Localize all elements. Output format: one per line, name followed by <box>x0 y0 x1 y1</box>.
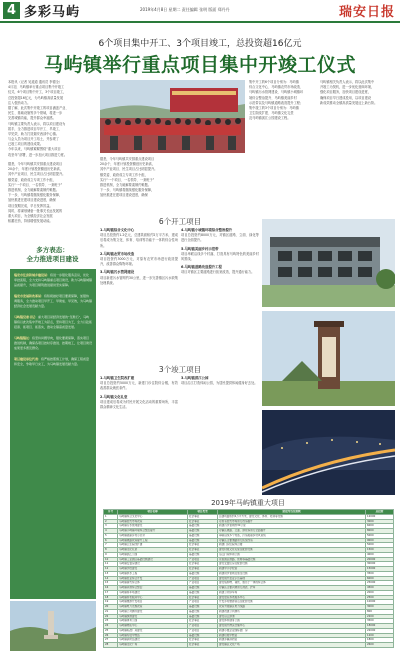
table-cell: 10 <box>104 557 118 562</box>
article-line: 推进机制，全力破解要素制约难题。 <box>100 182 151 187</box>
table-cell: 对原有农贸市场进行改造提升 <box>218 519 366 524</box>
table-cell: 30000 <box>366 562 394 567</box>
header-divider <box>0 21 400 23</box>
table-cell: 马屿镇学校建设 <box>118 567 188 572</box>
article-line: 马屿镇主要负责人表示，将以项目建设为 <box>8 121 66 126</box>
table-cell: 社会事业 <box>188 548 218 553</box>
sidebar-statement-text: 将严格按照施工计划，确保工程质量和安全，争取早日完工，为马屿镇发展贡献力量。 <box>14 357 90 366</box>
project-item-title: 5.马屿镇美丽乡村示范带 <box>181 246 219 251</box>
table-cell: 9 <box>104 552 118 557</box>
table-cell: 产业项目 <box>188 557 218 562</box>
table-cell: 19 <box>104 600 118 605</box>
article-line: 及马屿镇滨江公园建设工程。 <box>249 116 291 121</box>
article-line: 仪式，6个项目集中开工，3个项目竣工， <box>8 90 67 95</box>
sidebar-statements <box>10 269 96 599</box>
table-cell: 马屿镇标准厂房建设 <box>118 628 188 633</box>
table-cell: 社会事业 <box>188 519 218 524</box>
table-cell: 马屿镇体育公园 <box>118 619 188 624</box>
article-line: 实行“一个项目、一名领导、一套班子” <box>8 182 63 187</box>
table-cell: 新建小微企业园标准厂房 <box>218 628 366 633</box>
article-column-4 <box>320 80 392 160</box>
table-cell: 马屿镇卫生院改扩建 <box>118 543 188 548</box>
article-line: 加快推进在建项目建设进度，确保 <box>8 198 56 203</box>
article-subheadline: 6个项目集中开工、3个项目竣工，总投资超16亿元 <box>98 39 302 49</box>
table-cell: 1200 <box>366 633 394 638</box>
jungong-list-right <box>181 376 259 491</box>
table-cell: 新建垃圾中转站 <box>218 633 366 638</box>
project-item-title: 1.马屿镇卫生院改扩建 <box>100 376 135 380</box>
table-cell: 马屿镇公共厕所建设 <box>118 609 188 614</box>
article-line: 集中开工的6个项目分别为：马屿镇 <box>249 80 299 84</box>
sidebar-statement-lead: 瑞安市发展和改革局： <box>14 294 45 298</box>
table-cell: 25 <box>104 628 118 633</box>
table-cell: 社会事业 <box>188 562 218 567</box>
article-line: 下一步，马屿镇将继续强化服务保障， <box>8 193 63 198</box>
article-line: 与会人员为项目开工培土，并参观了 <box>8 137 59 142</box>
article-line: 开竣工为契机，进一步优化营商环境， <box>320 85 375 90</box>
table-cell: 马屿镇物流中心 <box>118 624 188 629</box>
table-cell: 对镇区主要河道进行清淤、护岸 <box>218 586 366 591</box>
article-line: 镇党委、政府成立专项工作小组， <box>8 177 56 182</box>
table-cell: 总建筑面积约2万平方米，建设文化、体育、培训等设施 <box>218 514 366 519</box>
table-cell: 新建改建公共厕所 <box>218 609 366 614</box>
table-cell: 马屿镇道路改造提升工程 <box>118 538 188 543</box>
table-header-cell: 序号 <box>104 510 118 515</box>
table-cell: 建设沿江绿道 <box>218 614 366 619</box>
table-cell: 11 <box>104 562 118 567</box>
article-line: 示范带以及马屿镇道路改造提升工程； <box>249 100 304 105</box>
article-line: 20余个，年度计划投资额创历史新高， <box>100 162 156 167</box>
table-header-cell: 项目名称 <box>118 510 188 515</box>
table-cell: 18 <box>104 595 118 600</box>
article-column-3 <box>249 80 317 160</box>
article-line: 综合文化中心、马屿镇农贸市场改造、 <box>249 85 304 90</box>
table-cell: 3000 <box>366 519 394 524</box>
table-cell: 马屿镇安置房建设 <box>118 562 188 567</box>
article-line: 积蓄后劲，持续增强发展动能。 <box>8 219 53 224</box>
table-cell: 建设体育健身公园 <box>218 619 366 624</box>
project-item-text: 项目总投资约1.2亿元，总建筑面积约2万平方米，建成后将成为集文化、体育、培训等功能于一体的综合性场所。 <box>100 233 178 248</box>
table-cell: 马屿镇农业综合开发 <box>118 576 188 581</box>
article-line: 推进机制，全力破解要素制约难题。 <box>8 187 59 192</box>
table-cell: 新建公共停车场 <box>218 590 366 595</box>
article-line: 早见效，助力打造瑞安西部中心镇。 <box>8 131 59 136</box>
project-item-title: 3.马屿镇滨江公园 <box>181 376 209 380</box>
kaigong-list-right <box>181 228 259 378</box>
table-cell: 社会事业 <box>188 643 218 648</box>
table-cell: 新建中小学校舍 <box>218 567 366 572</box>
table-cell: 社会事业 <box>188 638 218 643</box>
table-cell: 新建门诊住院综合楼 <box>218 543 366 548</box>
article-line: 抓手，全力推进项目早开工、早竣工、 <box>8 126 63 131</box>
project-item-text: 项目串联沿线多个村落，打造具有马屿特色的美丽乡村风景线。 <box>181 251 259 262</box>
article-line: 民生、基础设施等多个领域，将进一步 <box>8 111 63 116</box>
sidebar-statement-text: 将进一步强化服务意识，优化审批流程，全力支持马屿镇重点项目建设，助力马屿镇城镇品质提升，为项目顺利推进提供坚实保障。 <box>14 273 93 287</box>
table-cell: 5 <box>104 533 118 538</box>
table-cell: 15 <box>104 581 118 586</box>
article-line: 其中产业项目、民生项目占比明显提升。 <box>8 172 66 177</box>
article-line: 攻坚年”部署，进一步加大项目推进力度。 <box>8 152 68 157</box>
section-title: 多彩马屿 <box>24 5 81 20</box>
table-cell: 7 <box>104 543 118 548</box>
page-number: 4 <box>3 2 20 19</box>
table-cell: 8 <box>104 548 118 553</box>
table-cell: 马屿镇消防站建设 <box>118 638 188 643</box>
article-column-1 <box>8 80 96 160</box>
table-cell: 28 <box>104 643 118 648</box>
table-cell: 建设集购物、餐饮、娱乐于一体的综合体 <box>218 581 366 586</box>
table-cell: 马屿镇垃圾中转站 <box>118 633 188 638</box>
table-cell: 马屿镇滨江公园 <box>118 552 188 557</box>
table-cell: 14 <box>104 576 118 581</box>
project-item-title: 2.马屿镇文化礼堂 <box>100 394 128 399</box>
article-line: 其中产业项目、民生项目占比明显提升。 <box>100 167 158 172</box>
sidebar-statement <box>10 336 96 351</box>
table-cell: 沿江打造休闲公园 <box>218 552 366 557</box>
table-cell: 基础设施 <box>188 552 218 557</box>
article-line: 马屿镇相关负责人表示，将以此次集中 <box>320 80 375 84</box>
table-cell: 马屿镇商贸综合体 <box>118 581 188 586</box>
table-cell: 21 <box>104 609 118 614</box>
table-cell: 社会事业 <box>188 543 218 548</box>
sidebar-statement <box>10 315 96 330</box>
table-cell: 6000 <box>366 524 394 529</box>
project-table-title: 2019年马屿镇重大项目 <box>211 499 285 507</box>
table-cell: 基础设施 <box>188 529 218 534</box>
table-cell: 马屿镇美丽乡村示范带 <box>118 533 188 538</box>
ceremony-photo <box>100 80 245 153</box>
table-cell: 2500 <box>366 595 394 600</box>
page-header <box>0 0 400 22</box>
night-road-photo <box>262 410 395 495</box>
sidebar-statement <box>10 294 96 309</box>
article-line: 卫生院改扩建、马屿镇文化礼堂 <box>249 111 294 116</box>
article-line: 据悉，今年马屿镇共安排重点建设项目 <box>8 162 63 166</box>
jungong-section-title: 3个竣工项目 <box>158 365 202 374</box>
table-cell: 22000 <box>366 628 394 633</box>
table-cell: 建设现代农业示范基地 <box>218 576 366 581</box>
table-cell: 马屿镇供水工程 <box>118 571 188 576</box>
article-line: 重大项目，为全镇经济社会发展 <box>8 213 53 218</box>
table-cell: 马屿镇工业园区基础设施建设 <box>118 557 188 562</box>
table-cell: 开发乡村旅游景点及配套设施 <box>218 600 366 605</box>
table-cell: 26 <box>104 633 118 638</box>
table-cell: 2200 <box>366 614 394 619</box>
table-cell: 基础设施 <box>188 571 218 576</box>
table-cell: 基础设施 <box>188 533 218 538</box>
article-line: 完善城镇功能，提升群众幸福感。 <box>8 116 56 121</box>
table-cell: 社会事业 <box>188 619 218 624</box>
table-cell: 9000 <box>366 538 394 543</box>
table-cell: 对镇区道路、立面、绿化等进行全面提升 <box>218 529 366 534</box>
project-item-text: 项目新建污水管网约30公里，进一步完善镇区污水收集处理系统。 <box>100 275 178 285</box>
table-cell: 建设镇区文化广场 <box>218 643 366 648</box>
table-cell: 基础设施 <box>188 586 218 591</box>
table-cell: 马屿镇文化广场 <box>118 643 188 648</box>
table-cell: 马屿镇污水管网建设 <box>118 524 188 529</box>
table-cell: 建设居家养老服务中心 <box>218 595 366 600</box>
table-cell: 12 <box>104 567 118 572</box>
table-cell: 社会事业 <box>188 595 218 600</box>
table-cell: 2000 <box>366 590 394 595</box>
table-cell: 串联沿线多个村落，打造美丽乡村风景线 <box>218 533 366 538</box>
project-item-text: 项目建成后将成为村民开展文化活动的重要场所，丰富群众精神文化生活。 <box>100 399 178 410</box>
table-cell: 1 <box>104 514 118 519</box>
article-line: 确保项目早日建成投用，以项目建设 <box>320 95 371 100</box>
article-line: 同时，将谋划储备一批事关长远发展的 <box>8 208 63 213</box>
article-line: 实行“一个项目、一名领导、一套班子” <box>100 177 155 182</box>
project-item-title: 3.马屿镇污水管网建设 <box>100 270 135 275</box>
project-item-text: 项目总投资约8000万元，对镇区道路、立面、绿化等进行全面提升。 <box>181 233 259 243</box>
table-cell: 马屿镇电力设施改造 <box>118 605 188 610</box>
table-cell: 22 <box>104 614 118 619</box>
sidebar-statement-lead: 马屿镇镇长： <box>14 336 33 340</box>
table-cell: 1500 <box>366 548 394 553</box>
table-cell: 3500 <box>366 619 394 624</box>
table-cell: 马屿镇绿道建设 <box>118 614 188 619</box>
table-header-cell: 项目类型 <box>188 510 218 515</box>
table-cell: 15000 <box>366 567 394 572</box>
table-cell: 马屿镇文化礼堂 <box>118 548 188 553</box>
table-cell: 2 <box>104 519 118 524</box>
kaigong-list-left <box>100 228 178 378</box>
table-cell: 23 <box>104 619 118 624</box>
table-header-cell: 建设内容及规模 <box>218 510 366 515</box>
article-line: 今年以来，马屿镇紧紧围绕“重大项目 <box>8 147 61 152</box>
table-cell: 产业项目 <box>188 581 218 586</box>
kaigong-section-title: 6个开工项目 <box>158 217 202 226</box>
table-cell: 1800 <box>366 638 394 643</box>
newspaper-masthead: 瑞安日报 <box>338 5 395 20</box>
project-table <box>103 509 394 648</box>
building-photo <box>262 219 395 307</box>
article-headline: 马屿镇举行重点项目集中开竣工仪式 <box>43 54 356 76</box>
table-header-cell: 总投资 <box>366 510 394 515</box>
table-cell: 对镇区主要道路进行拓宽改造 <box>218 538 366 543</box>
table-cell: 马屿镇小城镇环境综合整治提升 <box>118 529 188 534</box>
project-item-text: 项目对镇区主要道路进行拓宽改造，提升通行能力。 <box>181 270 255 275</box>
article-column-5 <box>100 157 245 207</box>
project-item-text: 项目沿江打造休闲公园，为居民提供休闲健身好去处。 <box>181 381 258 386</box>
table-cell: 产业项目 <box>188 624 218 629</box>
table-cell: 基础设施 <box>188 633 218 638</box>
table-cell: 基础设施 <box>188 538 218 543</box>
table-cell: 16 <box>104 586 118 591</box>
article-line: 据悉，今年马屿镇共安排重点建设项目 <box>100 157 155 161</box>
sidebar-statement-lead: 瑞安市住房和城乡建设局： <box>14 273 51 277</box>
project-item-text: 项目总投资约5000万元，新建门诊住院综合楼，有效改善群众就医条件。 <box>100 381 178 391</box>
project-item-title: 2.马屿镇农贸市场改造 <box>100 251 135 256</box>
table-cell: 800 <box>366 609 394 614</box>
tower-photo <box>262 311 395 406</box>
project-item-title: 6.马屿镇道路改造提升工程 <box>181 265 222 270</box>
table-cell: 6 <box>104 538 118 543</box>
article-line: 境综合整治提升、马屿镇美丽乡村 <box>249 95 297 100</box>
table-cell: 产业项目 <box>188 576 218 581</box>
table-cell: 27 <box>104 638 118 643</box>
article-line: 强化项目服务，加快项目建设进度， <box>320 90 371 95</box>
table-cell: 基础设施 <box>188 524 218 529</box>
table-cell: 4500 <box>366 586 394 591</box>
sidebar-title: 多方表态： 全力推进项目建设 <box>26 246 79 263</box>
project-item-title: 1.马屿镇综合文化中心 <box>100 228 135 232</box>
article-line: 新成效推动全镇高质量发展迈上新台阶。 <box>320 100 378 105</box>
table-cell: 基础设施 <box>188 614 218 619</box>
dateline: 2019年4月8日 星期二 责任编辑 张明 版面 郑丹丹 <box>140 7 230 12</box>
table-cell: 25000 <box>366 581 394 586</box>
table-cell: 建设安置住房及配套设施 <box>218 562 366 567</box>
table-cell: 8000 <box>366 529 394 534</box>
table-cell: 4000 <box>366 552 394 557</box>
table-cell: 建设现代物流仓储中心 <box>218 624 366 629</box>
table-cell: 4 <box>104 529 118 534</box>
article-line: 已竣工项目的建设成果。 <box>8 142 44 147</box>
table-cell: 10000 <box>366 600 394 605</box>
article-line: 加快推进在建项目建设进度，确保 <box>100 193 148 198</box>
sidebar-statement <box>10 357 96 367</box>
sidebar-statement-text: 将积极做好项目要素保障，加强协调服务，全力推动项目早开工、早建成、早见效，为马屿镇经济社会发展贡献力量。 <box>14 294 93 308</box>
monument-photo <box>10 601 96 651</box>
table-cell: 建设村级文化礼堂及配套设施 <box>218 548 366 553</box>
article-line: 下一步，马屿镇将继续强化服务保障， <box>100 188 155 193</box>
table-cell: 新建污水管网约30公里 <box>218 524 366 529</box>
table-cell: 改造升级镇区电力线路 <box>218 605 366 610</box>
article-line: 据了解，此次集中开竣工的项目涵盖产业、 <box>8 105 69 110</box>
sidebar-statement-lead: 项目建设单位代表： <box>14 357 42 361</box>
article-line: 马屿镇污水管网建设、马屿镇小城镇环 <box>249 90 304 95</box>
sidebar-statement-text: 重大项目是经济发展的“压舱石”，马屿镇将以此次集中开竣工为起点，坚持项目为王，全力以赴抓招商、抓项目、抓落实，推动全镇高质量发展。 <box>14 315 93 329</box>
article-line: 总投资超16亿元，为马屿镇高质量发展 <box>8 95 64 100</box>
table-cell: 24 <box>104 624 118 629</box>
table-cell: 基础设施 <box>188 590 218 595</box>
table-cell: 20000 <box>366 557 394 562</box>
table-cell: 17 <box>104 590 118 595</box>
table-cell: 13 <box>104 571 118 576</box>
article-line: 注入强劲动力。 <box>8 100 31 105</box>
table-cell: 20 <box>104 605 118 610</box>
table-cell: 马屿镇养老服务中心 <box>118 595 188 600</box>
table-cell: 马屿镇旅游开发项目 <box>118 600 188 605</box>
project-item-title: 4.马屿镇小城镇环境综合整治提升 <box>181 228 233 232</box>
table-cell: 产业项目 <box>188 628 218 633</box>
table-cell: 马屿镇停车场建设 <box>118 590 188 595</box>
sidebar-statement <box>10 273 96 288</box>
table-cell: 社会事业 <box>188 514 218 519</box>
article-column-2 <box>8 162 96 227</box>
table-cell: 3 <box>104 524 118 529</box>
project-item-text: 项目投资约3000万元，对原有农贸市场进行改造提升，改善群众购物环境。 <box>100 257 178 267</box>
article-line: 集中竣工的3个项目分别为：马屿镇 <box>249 105 299 110</box>
table-cell: 基础设施 <box>188 609 218 614</box>
table-cell: 5000 <box>366 543 394 548</box>
table-cell: 完善园区道路、管网等基础设施 <box>218 557 366 562</box>
table-cell: 新建供水管网及加压设施 <box>218 571 366 576</box>
table-cell: 5000 <box>366 533 394 538</box>
article-line: 4月初，马屿镇举行重点项目集中开竣工 <box>8 85 65 90</box>
article-line: 镇党委、政府成立专项工作小组， <box>100 172 148 177</box>
article-line: 本报讯（记者 吴道道 通讯员 李德全） <box>8 80 63 84</box>
table-cell: 6000 <box>366 576 394 581</box>
table-cell: 马屿镇河道综合整治 <box>118 586 188 591</box>
table-cell: 2600 <box>366 643 394 648</box>
table-cell: 新建乡镇消防站 <box>218 638 366 643</box>
table-cell: 18000 <box>366 624 394 629</box>
table-cell: 3000 <box>366 605 394 610</box>
table-row <box>104 643 394 648</box>
table-cell: 马屿镇农贸市场改造 <box>118 519 188 524</box>
table-cell: 马屿镇综合文化中心 <box>118 514 188 519</box>
table-cell: 社会事业 <box>188 567 218 572</box>
jungong-list-left <box>100 376 178 491</box>
table-cell: 产业项目 <box>188 600 218 605</box>
table-cell: 基础设施 <box>188 605 218 610</box>
sidebar-statement-lead: 马屿镇党委书记： <box>14 315 39 319</box>
article-line: 项目按期完成，早日发挥效益。 <box>8 203 53 208</box>
sidebar-statement-text: 将坚持问题导向，强化要素保障，落实项目推进机制，确保各项目按时序推进、按期竣工，让项目建设成果更多惠及群众。 <box>14 336 93 350</box>
table-cell: 12000 <box>366 514 394 519</box>
article-line: 20余个，年度计划投资额创历史新高， <box>8 167 64 172</box>
table-cell: 3500 <box>366 571 394 576</box>
